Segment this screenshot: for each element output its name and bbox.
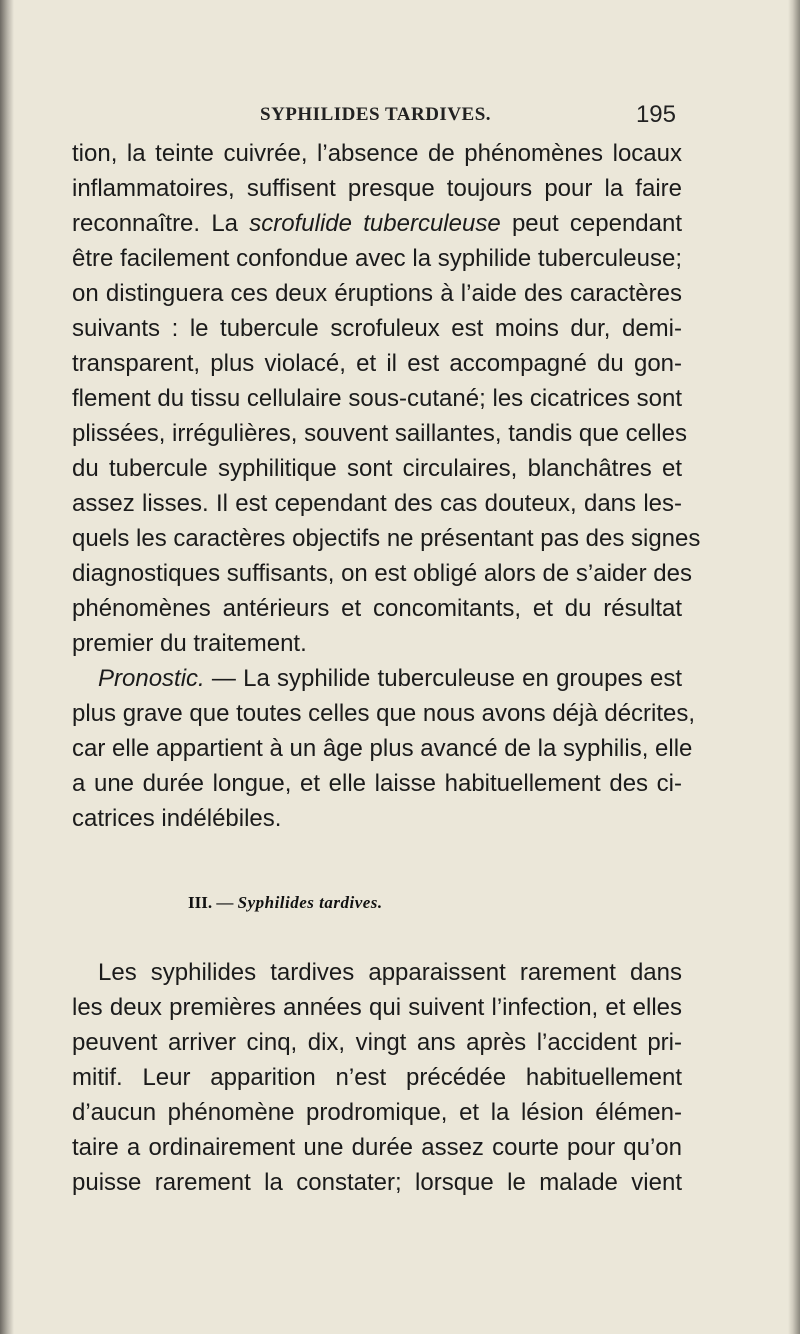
text-line: phénomènes antérieurs et concomitants, et du résultat [72,595,682,622]
text-line: être facilement confondue avec la syphilide tuberculeuse; [72,245,682,272]
text-line: assez lisses. Il est cependant des cas douteux, dans les- [72,490,682,517]
italic-heading: Pronostic. [98,665,205,692]
page-body [72,136,701,1200]
text-line: plus grave que toutes celles que nous avons déjà décrites, [72,700,696,727]
text-line: plissées, irrégulières, souvent saillantes, tandis que celles [72,420,687,447]
text-line: d’aucun phénomène prodromique, et la lésion élémen- [72,1099,682,1126]
text-line: peuvent arriver cinq, dix, vingt ans après l’accident pri- [72,1029,682,1056]
page-right-edge [788,0,800,1334]
text-line: quels les caractères objectifs ne présentant pas des signes [72,525,701,552]
paragraph-diagnosis [72,136,701,661]
text-line: catrices indélébiles. [72,805,282,832]
text-line: premier du traitement. [72,630,307,657]
section-number: III. — [188,893,238,912]
section-heading [72,885,682,920]
text-line: du tubercule syphilitique sont circulaires, blanchâtres et [72,455,682,482]
running-head: SYPHILIDES TARDIVES. [260,104,492,125]
paragraph-prognosis [72,661,696,836]
italic-term: scrofulide tuberculeuse [249,210,501,237]
page-number: 195 [635,101,676,128]
paragraph-late-syphilides [72,955,682,1200]
text-line: flement du tissu cellulaire sous-cutané; les cicatrices sont [72,385,682,412]
text-line: tion, la teinte cuivrée, l’absence de phénomènes locaux [72,140,682,167]
text-line: les deux premières années qui suivent l’infection, et elles [72,994,682,1021]
text-segment: peut cependant [500,210,683,237]
text-segment: — La syphilide tuberculeuse en groupes est [204,665,682,692]
text-line: diagnostiques suffisants, on est obligé alors de s’aider des [72,560,692,587]
text-line: transparent, plus violacé, et il est accompagné du gon- [72,350,682,377]
page-left-edge [0,0,14,1334]
text-line: Les syphilides tardives apparaissent rarement dans [98,959,682,986]
text-segment: reconnaître. La [72,210,250,237]
page-header [260,101,676,134]
text-line: mitif. Leur apparition n’est précédée habituellement [72,1064,682,1091]
text-line [72,206,682,241]
text-line: inflammatoires, suffisent presque toujours pour la faire [72,175,682,202]
section-title: Syphilides tardives. [237,893,383,912]
text-line: taire a ordinairement une durée assez courte pour qu’on [72,1134,682,1161]
text-line: on distinguera ces deux éruptions à l’aide des caractères [72,280,682,307]
text-line: a une durée longue, et elle laisse habituellement des ci- [72,770,682,797]
text-line: car elle appartient à un âge plus avancé de la syphilis, elle [72,735,693,762]
text-line: puisse rarement la constater; lorsque le malade vient [72,1169,682,1196]
text-line: suivants : le tubercule scrofuleux est moins dur, demi- [72,315,682,342]
text-line [72,661,682,696]
